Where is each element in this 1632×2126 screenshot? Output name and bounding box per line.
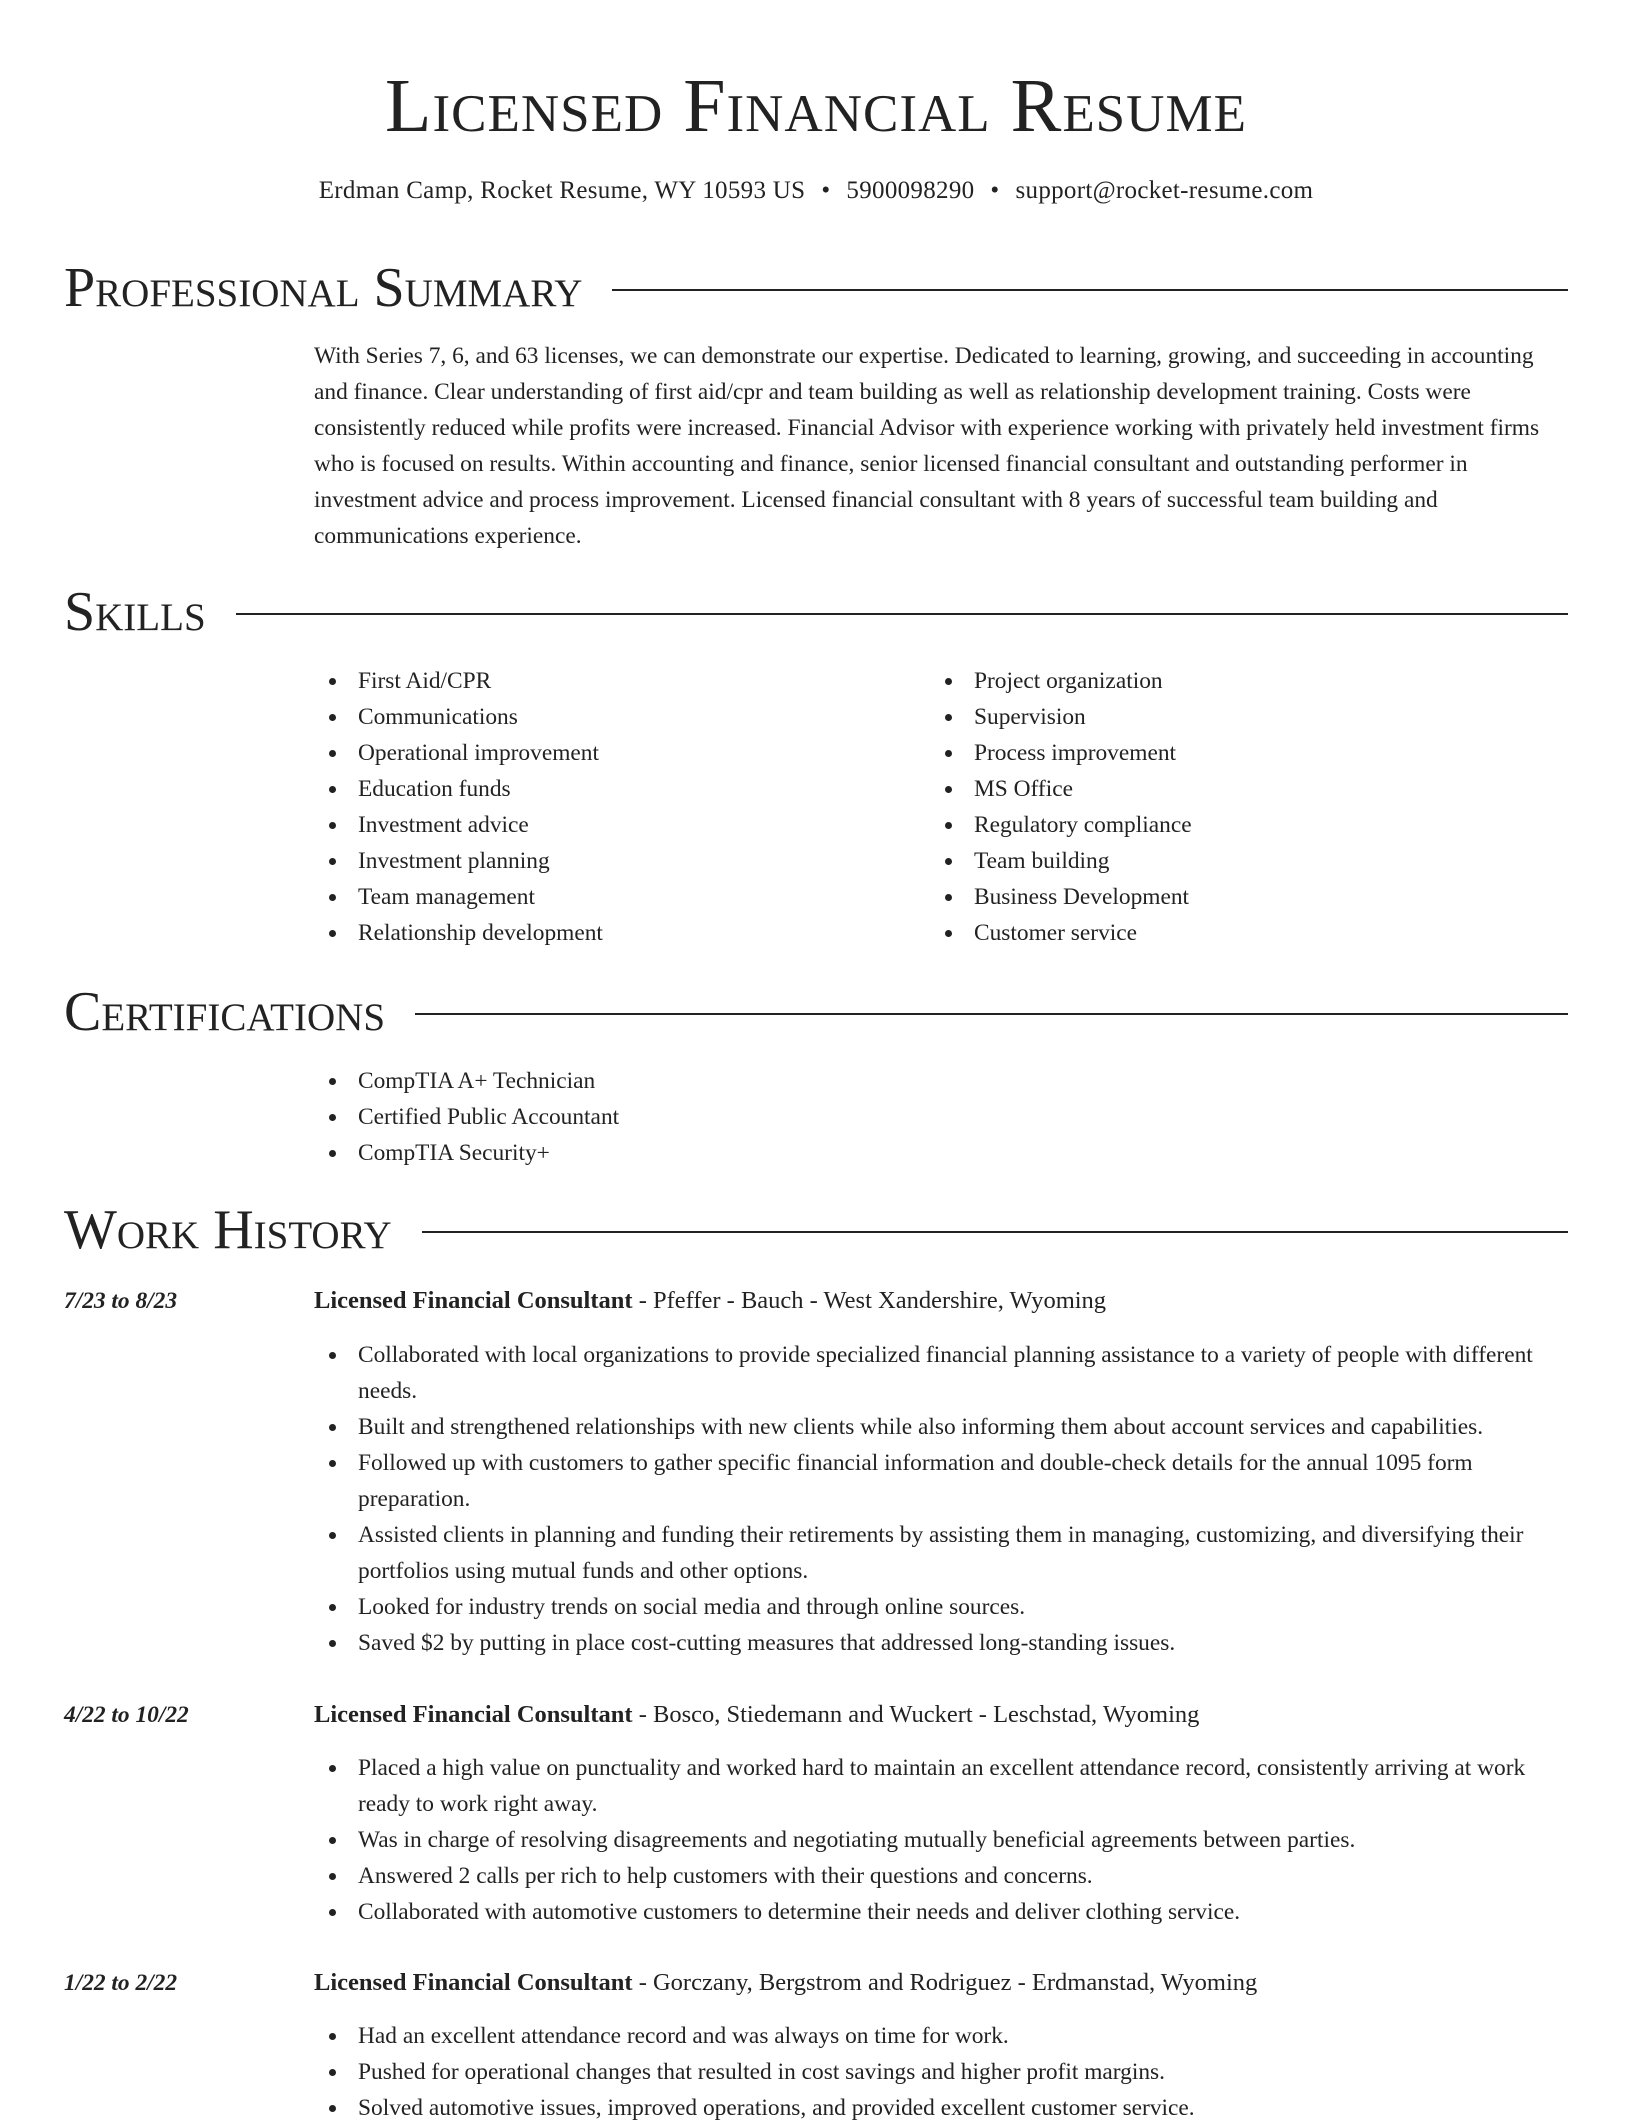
job-title-line [314,1283,1568,1319]
resume-title: Licensed Financial Resume [385,64,1247,148]
skill-item: Regulatory compliance [930,807,1550,843]
contact-separator: • [990,177,1000,204]
skill-item: Investment advice [314,807,874,843]
summary-text: With Series 7, 6, and 63 licenses, we can demonstrate our expertise. Dedicated to learning, growing, and succeeding in accounting and finance. Clear understanding of first aid/cpr and team building as well as relationship development training. Costs were consistently reduced while profits were increased. Financial Advisor with experience working with privately held investment firms who is focused on results. Within accounting and finance, senior licensed financial consultant and outstanding performer in investment advice and process improvement. Licensed financial consultant with 8 years of successful team building and communications experience. [314,343,1540,549]
skills-list-right [930,663,1550,951]
certification-item: Certified Public Accountant [314,1099,1114,1135]
job-duty-item: Assisted clients in planning and funding their retirements by assisting them in managing, customizing, and diversifying their portfolios using mutual funds and other options. [314,1517,1568,1589]
job-duty-item: Had an excellent attendance record and was always on time for work. [314,2018,1568,2054]
contact-line [0,174,1632,208]
job-duty-item: Pushed for operational changes that resulted in cost savings and higher profit margins. [314,2054,1568,2090]
job-duty-item: Saved $2 by putting in place cost-cutting measures that addressed long-standing issues. [314,1625,1568,1661]
certifications-heading: Certifications [64,981,386,1043]
job-dates: 7/23 to 8/23 [64,1288,178,1314]
section-divider [415,1013,1568,1015]
job-duty-item: Built and strengthened relationships with new clients while also informing them about account services and capabilities. [314,1409,1568,1445]
job-company: - Pfeffer - Bauch - West Xandershire, Wyoming [632,1287,1107,1314]
skill-item: Team building [930,843,1550,879]
job-company: - Gorczany, Bergstrom and Rodriguez - Erdmanstad, Wyoming [632,1969,1258,1996]
skills-section-header [64,578,1568,646]
job-title-line [314,1697,1568,1733]
certification-item: CompTIA Security+ [314,1135,1114,1171]
skill-item: Education funds [314,771,874,807]
certifications-section-header [64,978,1568,1046]
contact-separator: • [821,177,831,204]
job-title: Licensed Financial Consultant [314,1701,633,1728]
certifications-list [314,1063,1114,1171]
job-title-line [314,1965,1568,2001]
skill-item: Communications [314,699,874,735]
skills-list-left [314,663,874,951]
job-title: Licensed Financial Consultant [314,1969,633,1996]
skill-item: Operational improvement [314,735,874,771]
job-duty-item: Looked for industry trends on social media and through online sources. [314,1589,1568,1625]
contact-email: support@rocket-resume.com [1015,177,1314,204]
contact-address: Erdman Camp, Rocket Resume, WY 10593 US [318,177,806,204]
skill-item: MS Office [930,771,1550,807]
job-duty-item: Was in charge of resolving disagreements and negotiating mutually beneficial agreements between parties. [314,1822,1568,1858]
section-divider [422,1231,1568,1233]
skills-heading: Skills [64,581,206,643]
job-duties-list [314,1337,1568,1661]
job-duties-list [314,1750,1568,1930]
skill-item: Project organization [930,663,1550,699]
job-duty-item: Solved automotive issues, improved operations, and provided excellent customer service. [314,2090,1568,2126]
summary-section-header [64,254,1568,322]
skill-item: Supervision [930,699,1550,735]
skill-item: Process improvement [930,735,1550,771]
skill-item: Customer service [930,915,1550,951]
job-duty-item: Placed a high value on punctuality and worked hard to maintain an excellent attendance record, consistently arriving at work ready to work right away. [314,1750,1568,1822]
work-history-heading: Work History [64,1199,392,1261]
job-duty-item: Collaborated with local organizations to provide specialized financial planning assistance to a variety of people with different needs. [314,1337,1568,1409]
job-duty-item: Collaborated with automotive customers to determine their needs and deliver clothing service. [314,1894,1568,1930]
job-duty-item: Followed up with customers to gather specific financial information and double-check details for the annual 1095 form preparation. [314,1445,1568,1517]
skill-item: First Aid/CPR [314,663,874,699]
section-divider [236,613,1568,615]
job-duties-list [314,2018,1568,2126]
skill-item: Team management [314,879,874,915]
contact-phone: 5900098290 [846,177,975,204]
job-company: - Bosco, Stiedemann and Wuckert - Leschstad, Wyoming [632,1701,1200,1728]
job-dates: 4/22 to 10/22 [64,1702,189,1728]
section-divider [612,289,1568,291]
job-title: Licensed Financial Consultant [314,1287,633,1314]
work-history-section-header [64,1196,1568,1264]
skill-item: Investment planning [314,843,874,879]
job-dates: 1/22 to 2/22 [64,1970,178,1996]
skill-item: Relationship development [314,915,874,951]
certification-item: CompTIA A+ Technician [314,1063,1114,1099]
skill-item: Business Development [930,879,1550,915]
summary-heading: Professional Summary [64,257,583,319]
job-duty-item: Answered 2 calls per rich to help customers with their questions and concerns. [314,1858,1568,1894]
